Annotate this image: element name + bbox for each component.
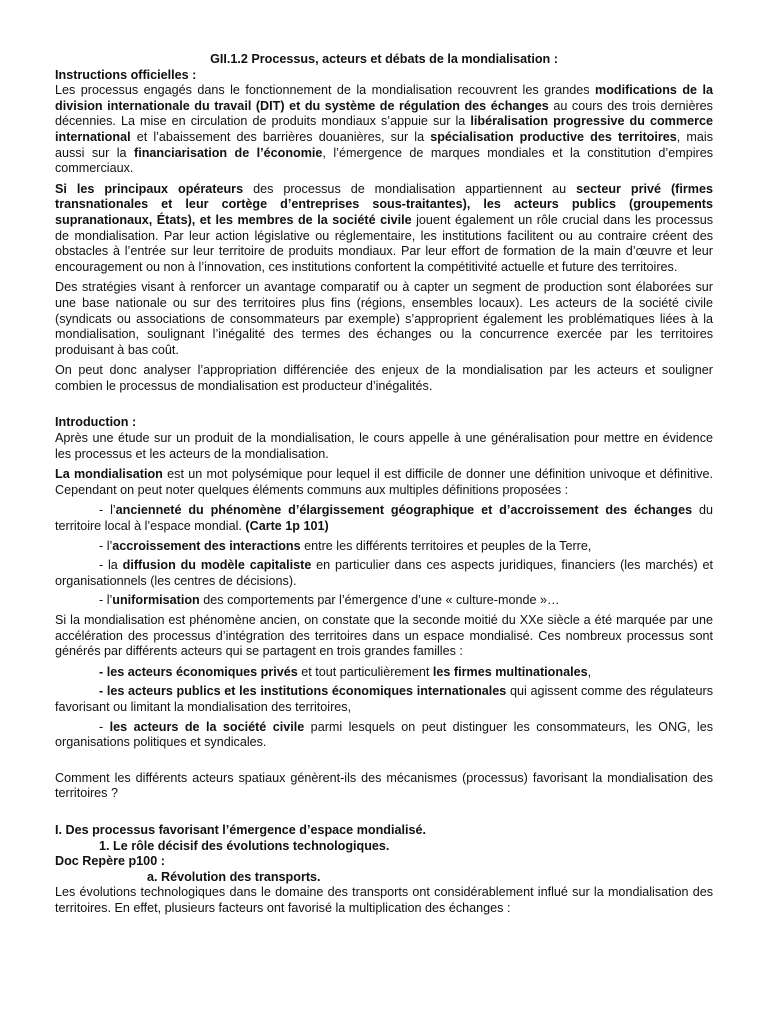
section-1-paragraph-1: Les évolutions technologiques dans le domaine des transports ont considérablement influé sur la mondialisation des territoires. En effet, plusieurs facteurs ont favorisé la multiplication des échanges : bbox=[55, 885, 713, 915]
doc-reference: Doc Repère p100 : bbox=[55, 854, 165, 869]
text-run: - l’ bbox=[99, 593, 113, 608]
instructions-paragraph-2 bbox=[55, 182, 713, 276]
bold-text: diffusion du modèle capitaliste bbox=[122, 558, 312, 573]
text-run: , l’émergence de marques mondiales et la constitution d’empires commerciaux. bbox=[55, 145, 713, 176]
subsection-1-heading: 1. Le rôle décisif des évolutions technologiques. bbox=[99, 838, 390, 853]
text-run: - l’ bbox=[99, 538, 113, 553]
introduction-paragraph-1: Après une étude sur un produit de la mondialisation, le cours appelle à une généralisation pour mettre en évidence les processus et les acteurs de la mondialisation. bbox=[55, 431, 713, 461]
text-run: qui agissent comme des régulateurs favorisant ou limitant la mondialisation des territoires, bbox=[55, 684, 713, 714]
bold-text: uniformisation bbox=[112, 593, 200, 608]
text-run: est un mot polysémique pour lequel il est difficile de donner une définition univoque et définitive. Cependant on peut noter quelques éléments communs aux multiples définitions proposées : bbox=[55, 467, 713, 497]
bold-text: libéralisation progressive du commerce international bbox=[55, 114, 713, 144]
text-run: , bbox=[587, 664, 592, 679]
spacer bbox=[55, 807, 713, 823]
spacer bbox=[55, 399, 713, 415]
bold-text: - les acteurs économiques privés bbox=[99, 664, 298, 679]
list-item bbox=[55, 665, 713, 681]
text-run: - la bbox=[99, 558, 123, 573]
instructions-heading: Instructions officielles : bbox=[55, 67, 197, 82]
text-run: jouent également un rôle crucial dans les processus de mondialisation. Par leur action législative ou réglementaire, les institutions facilitent ou au contraire créent des obstacles à l’entrée sur leur territoire de produits mondiaux. Par leur effort de formation de la main d’œuvre et leur encouragement ou non à l’innovation, ces institutions confortent la compétitivité actuelle et future des territoires. bbox=[55, 212, 713, 274]
instructions-paragraph-1 bbox=[55, 83, 713, 177]
bold-text: ancienneté du phénomène d’élargissement géographique et d’accroissement des échanges bbox=[115, 503, 693, 518]
text-run: , mais aussi sur la bbox=[55, 129, 713, 160]
bold-text: secteur privé (firmes transnationales et leur cortège d’entreprises sous-traitantes), les acteurs publics (groupements supranationaux, États), et les membres de la société civile bbox=[55, 181, 713, 227]
text-run: au cours des trois dernières décennies. La mise en circulation de produits mondiaux s’appuie sur la bbox=[55, 98, 713, 129]
bold-text: les acteurs de la société civile bbox=[109, 719, 305, 734]
bold-text: La mondialisation bbox=[55, 467, 163, 482]
list-item bbox=[55, 558, 713, 589]
spacer bbox=[55, 755, 713, 771]
text-run: des processus de mondialisation appartiennent au bbox=[243, 181, 577, 196]
list-item bbox=[55, 720, 713, 751]
instructions-paragraph-3: Des stratégies visant à renforcer un avantage comparatif ou à capter un segment de production sont élaborées sur une base nationale ou sur des territoires plus fins (régions, ensembles locaux). Les acteurs de la société civile (syndicats ou associations de consommateurs par exemple) s’approprient également les problématiques liées à la mondialisation, soulignant l’inégalité des termes des échanges ou la concurrence exercée par les territoires produisant à bas coût. bbox=[55, 280, 713, 357]
text-run: et l’abaissement des barrières douanières, sur la bbox=[130, 129, 431, 144]
introduction-paragraph-3: Si la mondialisation est phénomène ancien, on constate que la seconde moitié du XXe siècle a été marquée par une accélération des processus d’intégration des territoires dans un espace mondialisé. Ces nombreux processus sont générés par différents acteurs qui se partagent en trois grandes familles : bbox=[55, 613, 713, 659]
bold-text: (Carte 1p 101) bbox=[245, 519, 329, 534]
list-item bbox=[55, 539, 713, 555]
bold-text: - les acteurs publics et les institutions économiques internationales bbox=[99, 684, 507, 699]
introduction-heading: Introduction : bbox=[55, 415, 137, 430]
bold-text: spécialisation productive des territoires bbox=[430, 129, 677, 144]
bold-text: Si les principaux opérateurs bbox=[55, 181, 244, 196]
problem-question: Comment les différents acteurs spatiaux génèrent-ils des mécanismes (processus) favorisant la mondialisation des territoires ? bbox=[55, 770, 713, 801]
list-item bbox=[55, 593, 713, 609]
bold-text: modifications de la division internationale du travail (DIT) et du système de régulation des échanges bbox=[55, 83, 713, 113]
list-item bbox=[55, 684, 713, 715]
text-run: Les processus engagés dans le fonctionnement de la mondialisation recouvrent les grandes bbox=[55, 83, 596, 98]
bold-text: accroissement des interactions bbox=[112, 538, 301, 553]
bold-text: financiarisation de l’économie bbox=[134, 145, 323, 160]
text-run: des comportements par l’émergence d’une « culture-monde »… bbox=[199, 593, 560, 608]
text-run: parmi lesquels on peut distinguer les consommateurs, les ONG, les organisations politiques et syndicales. bbox=[55, 719, 713, 750]
document-title: GII.1.2 Processus, acteurs et débats de la mondialisation : bbox=[210, 52, 558, 66]
text-run: en particulier dans ces aspects juridiques, financiers (les marchés) et organisationnels (les centres de décisions). bbox=[55, 558, 713, 588]
section-1-heading: I. Des processus favorisant l’émergence d’espace mondialisé. bbox=[55, 822, 426, 837]
text-run: entre les différents territoires et peuples de la Terre, bbox=[300, 538, 592, 553]
bold-text: les firmes multinationales bbox=[432, 664, 588, 679]
text-run: du territoire local à l’espace mondial. bbox=[55, 503, 713, 534]
list-item bbox=[55, 503, 713, 534]
text-run: - bbox=[99, 719, 110, 734]
introduction-paragraph-2 bbox=[55, 467, 713, 498]
text-run: - l’ bbox=[99, 503, 116, 518]
text-run: et tout particulièrement bbox=[297, 664, 433, 679]
instructions-paragraph-4: On peut donc analyser l’appropriation différenciée des enjeux de la mondialisation par les acteurs et souligner combien le processus de mondialisation est producteur d’inégalités. bbox=[55, 363, 713, 393]
subsection-a-heading: a. Révolution des transports. bbox=[147, 869, 321, 884]
